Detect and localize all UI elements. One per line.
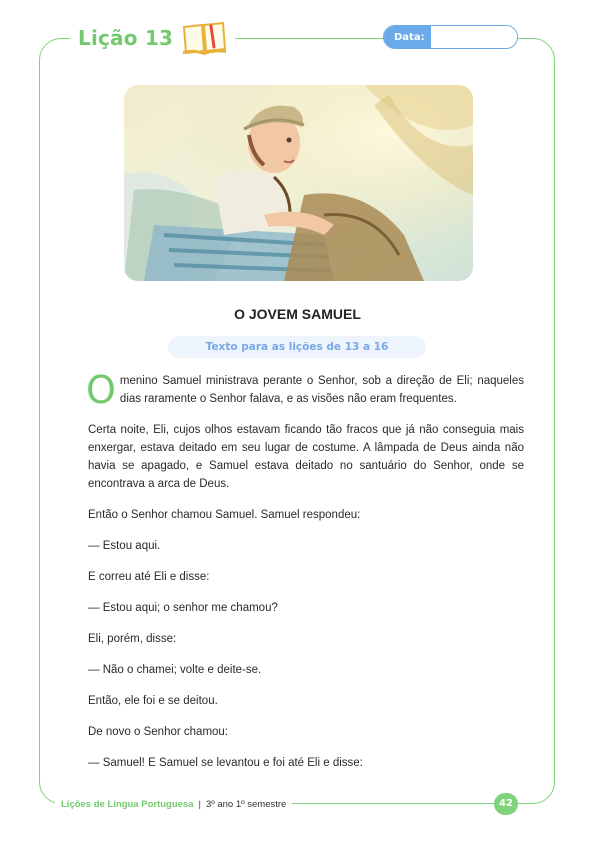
drop-cap: O bbox=[86, 368, 116, 412]
paragraph: — Samuel! E Samuel se levantou e foi até Eli e disse: bbox=[88, 757, 363, 769]
page-number: 42 bbox=[494, 793, 518, 815]
paragraph: — Estou aqui; o senhor me chamou? bbox=[88, 602, 278, 614]
footer-book-title: Lições de Língua Portuguesa bbox=[61, 798, 194, 810]
paragraph: De novo o Senhor chamou: bbox=[88, 726, 229, 738]
date-box bbox=[383, 25, 518, 49]
paragraph: E correu até Eli e disse: bbox=[88, 571, 210, 583]
book-icon bbox=[181, 21, 227, 55]
lesson-title: Lição 13 bbox=[78, 26, 174, 50]
footer-rule bbox=[300, 803, 496, 804]
paragraph: Eli, porém, disse: bbox=[88, 633, 177, 645]
lesson-header bbox=[70, 20, 235, 56]
boy-samuel-illustration bbox=[124, 85, 473, 281]
date-label: Data: bbox=[384, 26, 431, 48]
story-text bbox=[86, 368, 524, 772]
paragraph: — Não o chamei; volte e deite-se. bbox=[88, 664, 262, 676]
footer bbox=[55, 796, 292, 812]
paragraph bbox=[86, 368, 524, 412]
paragraph: Então o Senhor chamou Samuel. Samuel respondeu: bbox=[88, 509, 361, 521]
date-input[interactable] bbox=[431, 26, 518, 48]
hero-illustration bbox=[124, 85, 473, 281]
footer-separator: | bbox=[198, 798, 201, 810]
paragraph: — Estou aqui. bbox=[88, 540, 161, 552]
paragraph: Então, ele foi e se deitou. bbox=[88, 695, 218, 707]
story-subtitle: Texto para as lições de 13 a 16 bbox=[168, 336, 426, 358]
paragraph: Certa noite, Eli, cujos olhos estavam ficando tão fracos que já não conseguia mais enxergar, estava deitado em seu lugar de costume. A lâmpada de Deus ainda não havia se apagado, e Samuel estava deitado no santuário do Senhor, onde se encontrava a arca de Deus. bbox=[88, 424, 524, 490]
paragraph-text: menino Samuel ministrava perante o Senhor, sob a direção de Eli; naqueles dias raramente o Senhor falava, e as visões não eram frequentes. bbox=[119, 375, 524, 405]
story-title: O JOVEM SAMUEL bbox=[234, 306, 361, 322]
footer-grade: 3º ano 1º semestre bbox=[205, 798, 287, 810]
